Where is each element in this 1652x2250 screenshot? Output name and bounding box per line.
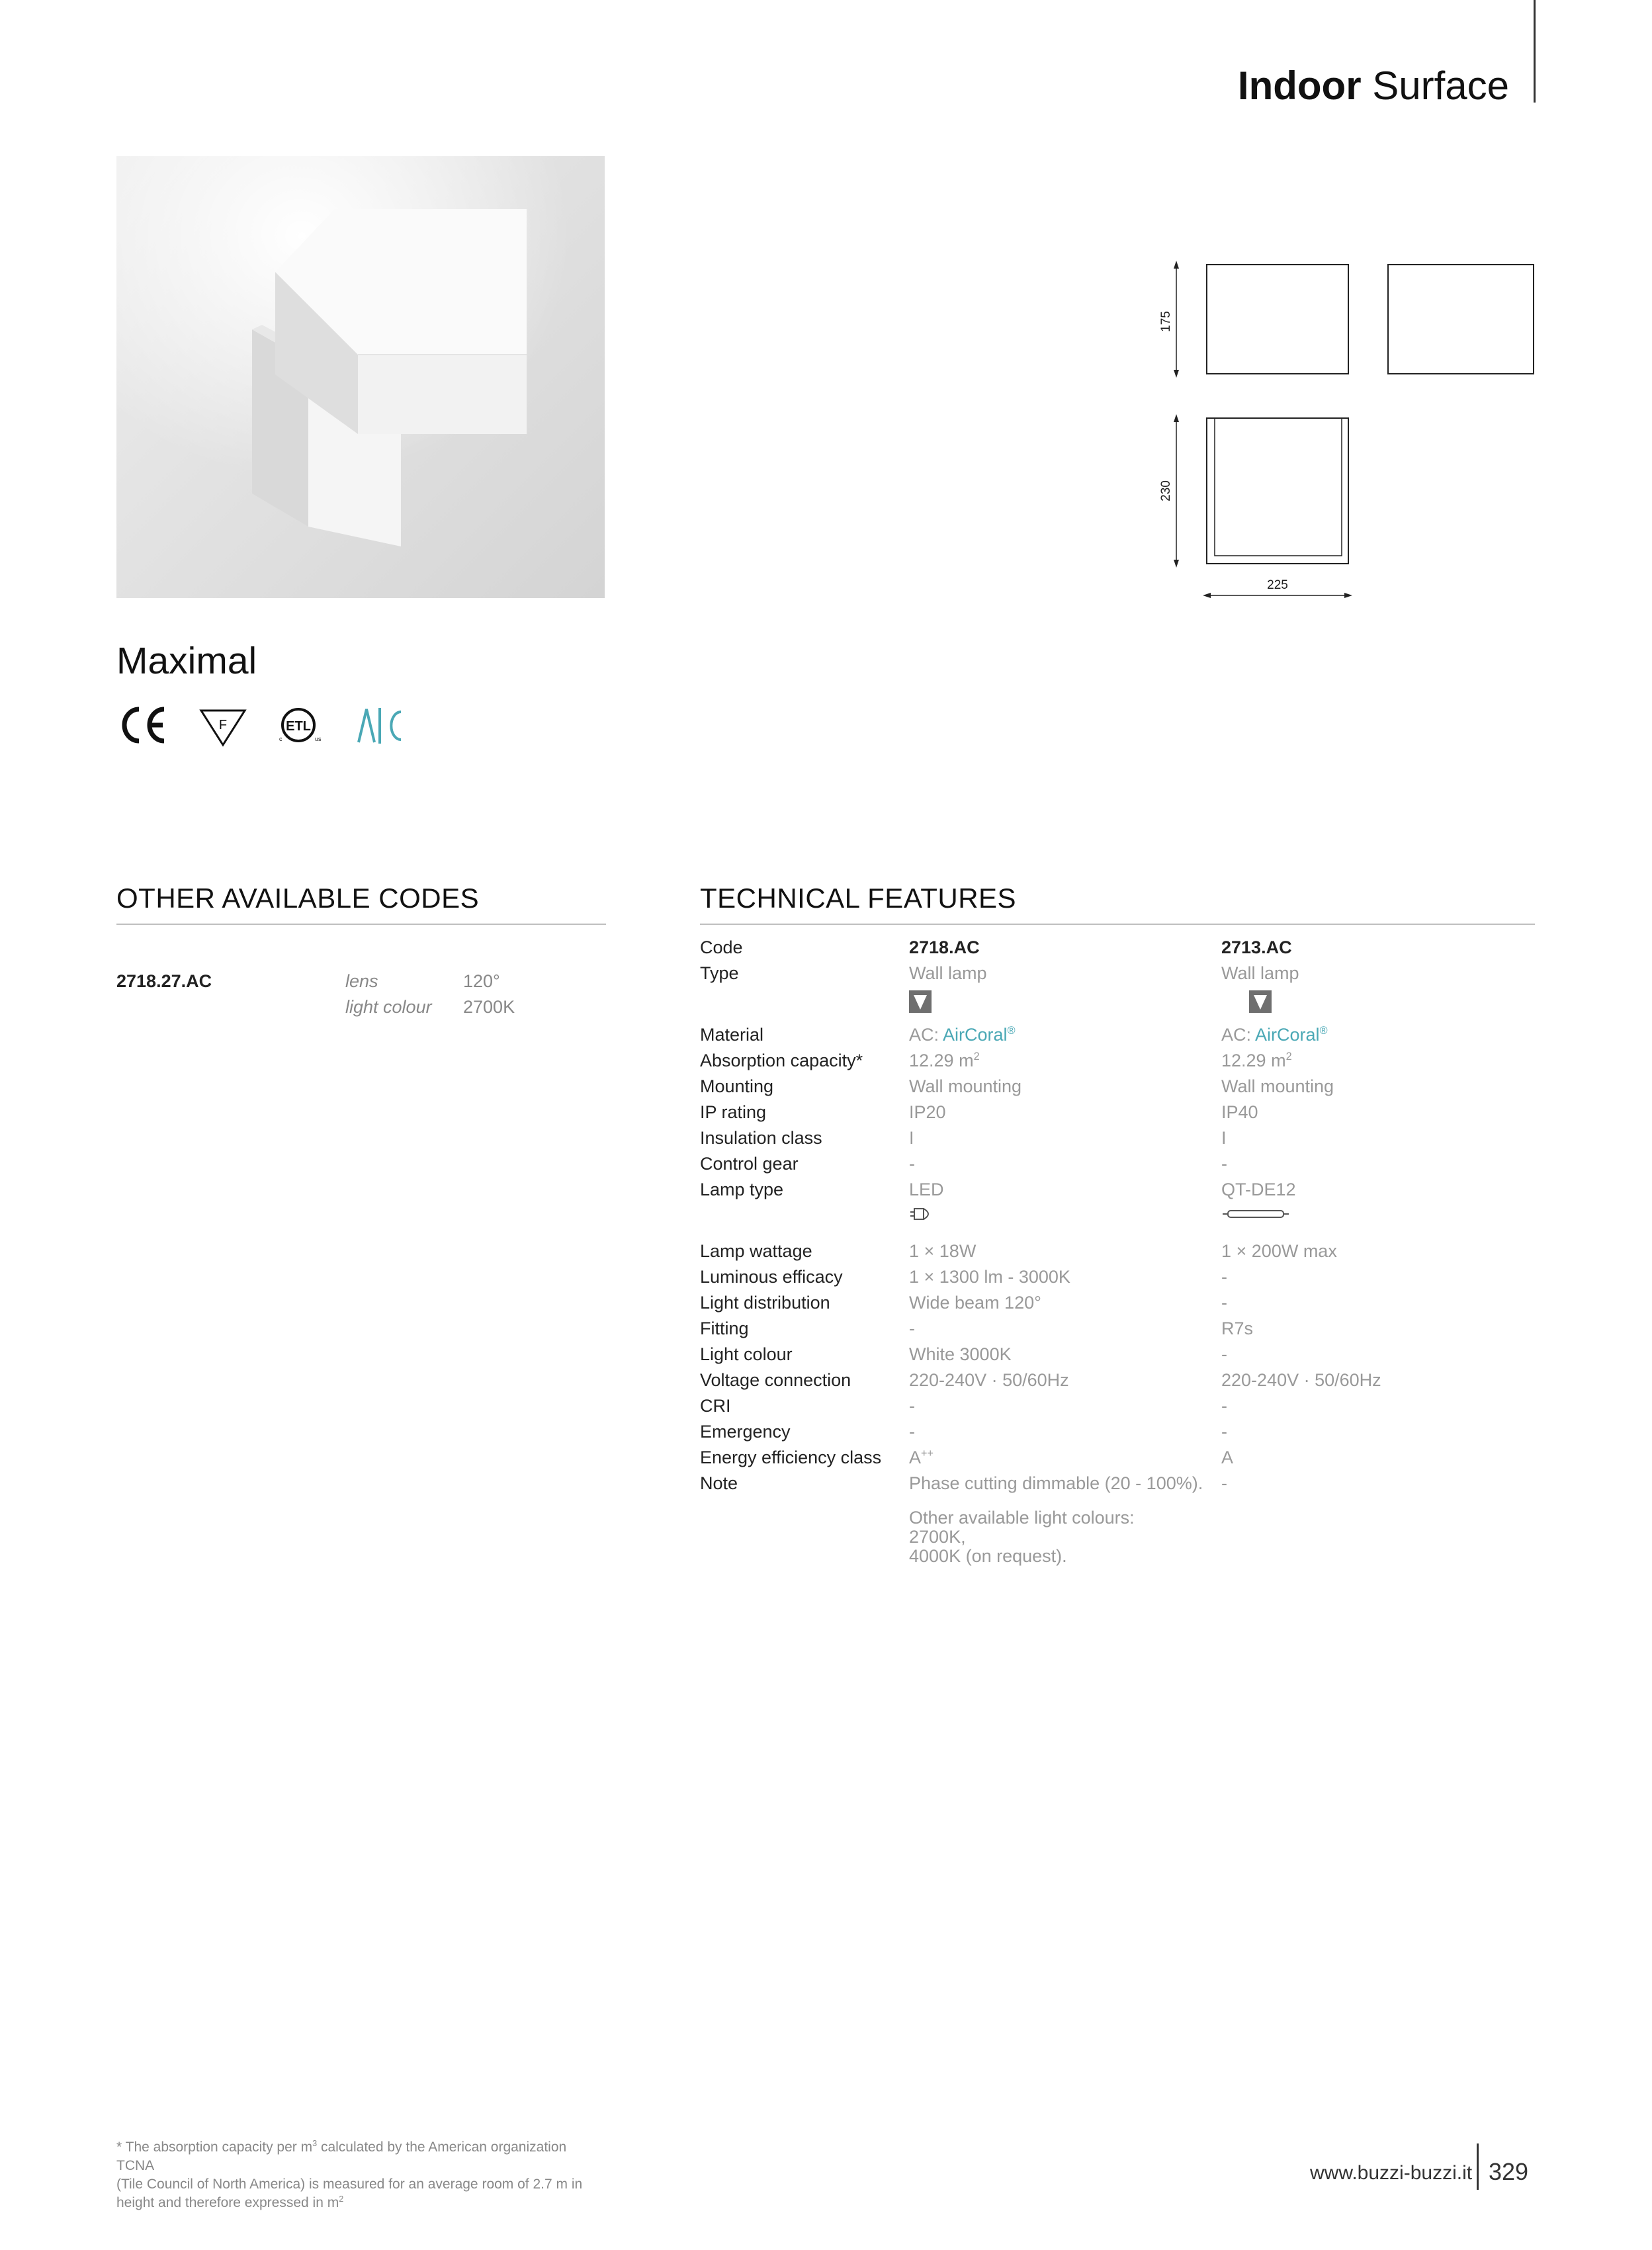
label-code: Code (700, 937, 743, 957)
value-insulation: I (909, 1128, 914, 1148)
technical-features-table (700, 935, 1535, 1583)
param-value: 120° (463, 971, 500, 991)
value-light-colour: - (1221, 1344, 1227, 1364)
label-insulation: Insulation class (700, 1128, 822, 1148)
label-mounting: Mounting (700, 1076, 774, 1096)
label-voltage: Voltage connection (700, 1370, 851, 1390)
svg-text:us: us (315, 736, 322, 742)
label-type: Type (700, 963, 739, 983)
value-lamp-type: QT-DE12 (1221, 1180, 1296, 1199)
value-ip: IP40 (1221, 1102, 1258, 1122)
technical-features-divider (700, 924, 1535, 925)
header-divider (1534, 0, 1536, 103)
value-type: Wall lamp (909, 963, 987, 983)
led-bulb-icon (909, 1205, 935, 1223)
value-efficacy: 1 × 1300 lm - 3000K (909, 1267, 1070, 1287)
product-photo-illustration (116, 156, 605, 598)
value-fitting: R7s (1221, 1319, 1254, 1338)
param-name: light colour (345, 997, 432, 1017)
value-voltage: 220-240V · 50/60Hz (909, 1370, 1069, 1390)
value-energy-class: A (1221, 1448, 1234, 1467)
value-fitting: - (909, 1319, 915, 1338)
halogen-tube-icon (1221, 1207, 1290, 1221)
wall-lamp-icon (909, 990, 932, 1013)
label-emergency: Emergency (700, 1422, 791, 1442)
value-voltage: 220-240V · 50/60Hz (1221, 1370, 1381, 1390)
value-material: AC: AirCoral® (1221, 1025, 1328, 1045)
value-absorption: 12.29 $m^2$ (1221, 1051, 1292, 1070)
label-distribution: Light distribution (700, 1293, 830, 1313)
dim-height-bottom: 230 (1159, 480, 1173, 501)
wall-lamp-icon (1249, 990, 1272, 1013)
value-control-gear: - (909, 1154, 915, 1174)
footer-divider (1477, 2143, 1479, 2190)
value-type: Wall lamp (1221, 963, 1299, 983)
product-photo (116, 156, 605, 598)
value-control-gear: - (1221, 1154, 1227, 1174)
value-wattage: 1 × 18W (909, 1241, 977, 1261)
technical-features-title: TECHNICAL FEATURES (700, 883, 1017, 914)
value-energy-class: A++ (909, 1448, 934, 1467)
title-light: Surface (1372, 64, 1509, 108)
value-ip: IP20 (909, 1102, 946, 1122)
value-insulation: I (1221, 1128, 1227, 1148)
svg-text:ETL: ETL (286, 719, 311, 734)
product-name: Maximal (116, 640, 257, 682)
svg-text:F: F (218, 718, 228, 732)
value-distribution: Wide beam 120° (909, 1293, 1041, 1313)
value-material: AC: AirCoral® (909, 1025, 1016, 1045)
label-absorption: Absorption capacity* (700, 1051, 863, 1070)
value-note: Phase cutting dimmable (20 - 100%). (909, 1473, 1203, 1493)
value-efficacy: - (1221, 1267, 1227, 1287)
website-link[interactable]: www.buzzi-buzzi.it (1310, 2162, 1473, 2184)
label-energy-class: Energy efficiency class (700, 1448, 882, 1467)
value-cri: - (1221, 1396, 1227, 1416)
param-value: 2700K (463, 997, 515, 1017)
top-view (1207, 418, 1348, 564)
value-note-extra: Other available light colours: 2700K, 4000K (on request). (909, 1508, 1135, 1566)
label-cri: CRI (700, 1396, 731, 1416)
side-view (1388, 265, 1534, 374)
value-mounting: Wall mounting (1221, 1076, 1334, 1096)
technical-drawing (1151, 251, 1548, 609)
label-ip: IP rating (700, 1102, 767, 1122)
value-emergency: - (1221, 1422, 1227, 1442)
footnote: * The absorption capacity per $m^3$ calculated by the American organization TCNA (Tile Council of North America) is measured for an average room of 2.7 m in height and therefore expressed in $m^2$ (116, 2139, 583, 2210)
etl-mark-icon (279, 709, 322, 742)
svg-text:c: c (279, 736, 283, 742)
ce-mark-icon (124, 709, 164, 741)
column-code: 2713.AC (1221, 937, 1292, 957)
page-number: 329 (1489, 2158, 1529, 2185)
label-control-gear: Control gear (700, 1154, 799, 1174)
f-mark-icon (201, 711, 245, 745)
value-light-colour: White 3000K (909, 1344, 1012, 1364)
other-codes-divider (116, 924, 606, 925)
label-lamp-type: Lamp type (700, 1180, 784, 1199)
label-efficacy: Luminous efficacy (700, 1267, 843, 1287)
column-code: 2718.AC (909, 937, 980, 957)
label-fitting: Fitting (700, 1319, 749, 1338)
page-title (1238, 63, 1509, 108)
title-bold: Indoor (1237, 64, 1362, 108)
label-wattage: Lamp wattage (700, 1241, 812, 1261)
value-lamp-type: LED (909, 1180, 944, 1199)
value-emergency: - (909, 1422, 915, 1442)
label-material: Material (700, 1025, 764, 1045)
value-absorption: 12.29 $m^2$ (909, 1051, 980, 1070)
dim-height-top: 175 (1159, 311, 1173, 332)
param-name: lens (345, 971, 378, 991)
ac-mark-icon (359, 708, 401, 744)
label-light-colour: Light colour (700, 1344, 793, 1364)
value-note: - (1221, 1473, 1227, 1493)
certification-icons (116, 703, 408, 749)
other-code: 2718.27.AC (116, 971, 212, 991)
label-note: Note (700, 1473, 738, 1493)
front-view (1207, 265, 1348, 374)
value-mounting: Wall mounting (909, 1076, 1022, 1096)
value-cri: - (909, 1396, 915, 1416)
value-wattage: 1 × 200W max (1221, 1241, 1337, 1261)
other-codes-title: OTHER AVAILABLE CODES (116, 883, 480, 914)
value-distribution: - (1221, 1293, 1227, 1313)
dim-width: 225 (1267, 578, 1288, 592)
